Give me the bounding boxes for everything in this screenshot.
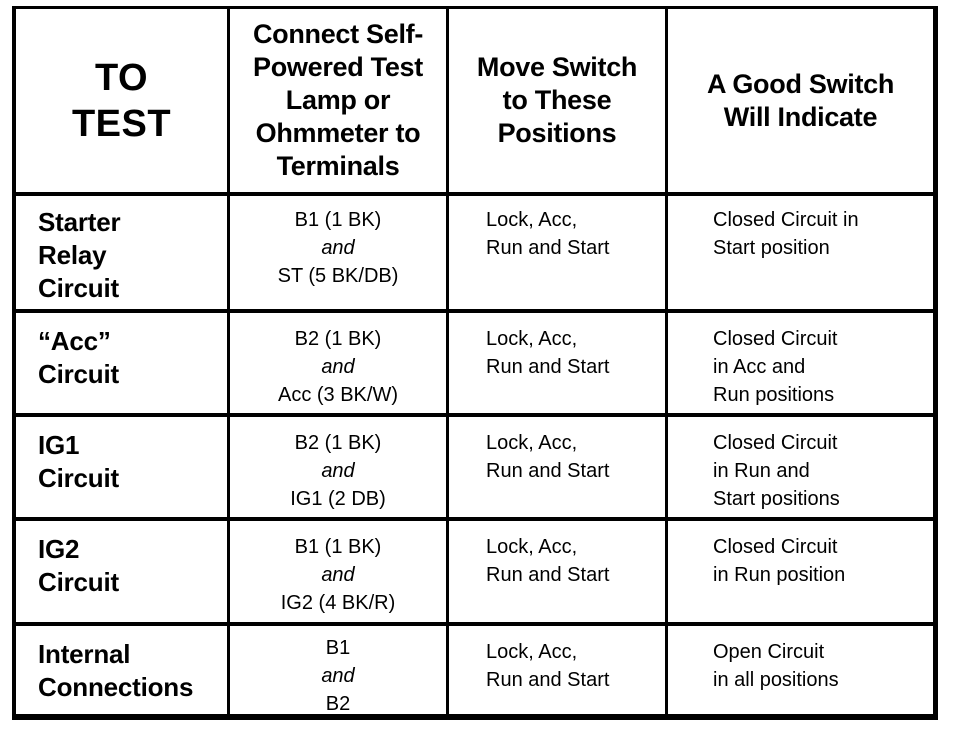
terminal-cell [230,521,446,622]
header-connect-terminals: Connect Self- Powered Test Lamp or Ohmmeter to Terminals [252,19,424,181]
row-label: Internal Connections [38,639,194,702]
terminal-a: B2 (1 BK) [294,432,382,454]
terminal-a: B2 (1 BK) [294,328,382,350]
indicate-cell: Closed Circuit in Run position [713,536,846,586]
terminal-b: B2 [325,693,351,715]
and-text: and [321,665,355,687]
terminal-b: IG2 (4 BK/R) [280,592,396,614]
and-text: and [321,460,355,482]
terminal-b: ST (5 BK/DB) [277,265,399,287]
terminal-a: B1 [325,637,351,659]
switch-test-table [12,6,938,720]
terminal-a: B1 (1 BK) [294,209,382,231]
indicate-cell: Open Circuit in all positions [713,641,839,691]
row-label: Starter Relay Circuit [38,207,121,303]
terminal-a: B1 (1 BK) [294,536,382,558]
terminal-cell [230,196,446,309]
terminal-cell [230,417,446,517]
and-text: and [321,356,355,378]
header-move-switch: Move Switch to These Positions [476,52,638,148]
terminal-cell [230,626,446,714]
row-label: IG2 Circuit [38,534,119,597]
positions-cell: Lock, Acc, Run and Start [486,432,610,482]
positions-cell: Lock, Acc, Run and Start [486,209,610,259]
indicate-cell: Closed Circuit in Start position [713,209,859,259]
terminal-cell [230,313,446,413]
terminal-b: Acc (3 BK/W) [277,384,398,406]
positions-cell: Lock, Acc, Run and Start [486,641,610,691]
row-label: IG1 Circuit [38,430,119,493]
indicate-cell: Closed Circuit in Run and Start positions [713,432,840,510]
header-to-test: TO TEST [71,56,172,145]
positions-cell: Lock, Acc, Run and Start [486,328,610,378]
header-good-switch: A Good Switch Will Indicate [706,68,895,132]
positions-cell: Lock, Acc, Run and Start [486,536,610,586]
terminal-b: IG1 (2 DB) [290,488,386,510]
indicate-cell: Closed Circuit in Acc and Run positions [713,328,838,406]
and-text: and [321,237,355,259]
and-text: and [321,564,355,586]
row-label: “Acc” Circuit [38,326,119,389]
